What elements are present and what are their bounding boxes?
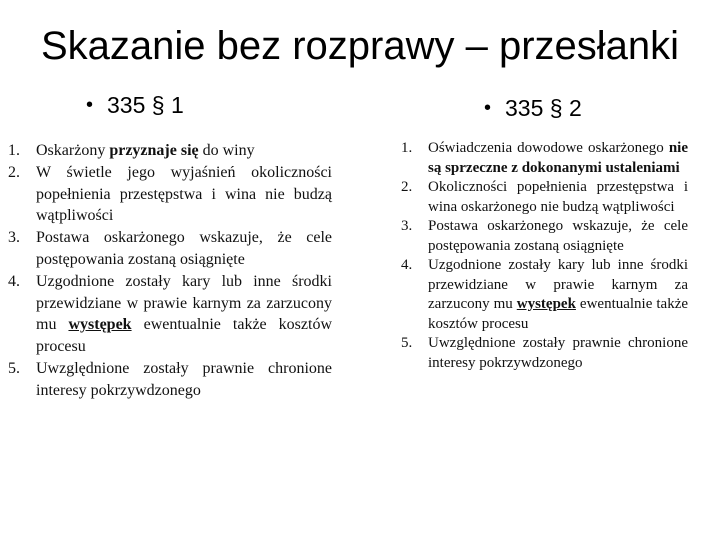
bullet-icon: • — [86, 94, 94, 116]
list-item-number: 1. — [8, 142, 20, 159]
list-item-number: 5. — [8, 359, 20, 377]
list-item — [8, 271, 332, 358]
right-heading-label: 335 § 2 — [505, 95, 582, 121]
list-item — [8, 358, 332, 402]
list-item — [8, 162, 332, 227]
item-text: Uzgodnione zostały kary lub inne środki przewidziane w prawie karnym za zarzucony mu — [428, 257, 688, 312]
right-column-heading — [484, 95, 582, 122]
item-text: Uwzględnione zostały prawnie chronione interesy pokrzywdzonego — [36, 359, 332, 399]
list-item-number: 5. — [401, 335, 413, 351]
list-item-number: 4. — [8, 272, 20, 290]
list-item — [401, 178, 688, 217]
emphasized-text: występek — [516, 296, 576, 312]
list-item — [8, 227, 332, 271]
right-conditions-list — [401, 139, 689, 373]
list-item-number: 4. — [401, 257, 413, 273]
list-item-number: 3. — [8, 229, 20, 247]
item-text: W świetle jego wyjaśnień okoliczności popełnienia przestępstwa i wina nie budzą wątpliwości — [36, 163, 332, 225]
item-text: Oświadczenia dowodowe oskarżonego — [428, 140, 669, 156]
emphasized-text: nie są sprzeczne z dokonanymi ustaleniami — [428, 140, 688, 176]
item-text: ewentualnie także kosztów procesu — [36, 316, 332, 356]
item-text: Postawa oskarżonego wskazuje, że cele postępowania zostaną osiągnięte — [36, 229, 332, 268]
emphasized-text: występek — [68, 316, 132, 334]
list-item-number: 3. — [401, 218, 413, 234]
slide-title: Skazanie bez rozprawy – przesłanki — [40, 24, 680, 68]
list-item-number: 2. — [8, 163, 20, 181]
item-text: Oskarżony — [36, 142, 110, 159]
left-conditions-list — [8, 140, 332, 402]
bullet-icon: • — [484, 97, 492, 119]
list-item — [401, 217, 688, 256]
list-item-number: 1. — [401, 140, 413, 156]
list-item — [401, 334, 688, 373]
item-text: Okoliczności popełnienia przestępstwa i wina oskarżonego nie budzą wątpliwości — [428, 179, 688, 215]
item-text: do winy — [198, 142, 255, 159]
emphasized-text: przyznaje się — [109, 142, 199, 159]
list-item-number: 2. — [401, 179, 413, 195]
item-text: Postawa oskarżonego wskazuje, że cele postępowania zostaną osiągnięte — [428, 218, 688, 254]
item-text: Uzgodnione zostały kary lub inne środki przewidziane w prawie karnym za zarzucony mu — [36, 272, 332, 334]
list-item — [401, 256, 689, 334]
item-text: ewentualnie także kosztów procesu — [428, 296, 689, 332]
list-item — [401, 139, 688, 178]
left-column-heading — [86, 92, 184, 119]
item-text: Uwzględnione zostały prawnie chronione interesy pokrzywdzonego — [428, 335, 688, 371]
list-item — [8, 140, 332, 162]
left-heading-label: 335 § 1 — [107, 92, 184, 118]
